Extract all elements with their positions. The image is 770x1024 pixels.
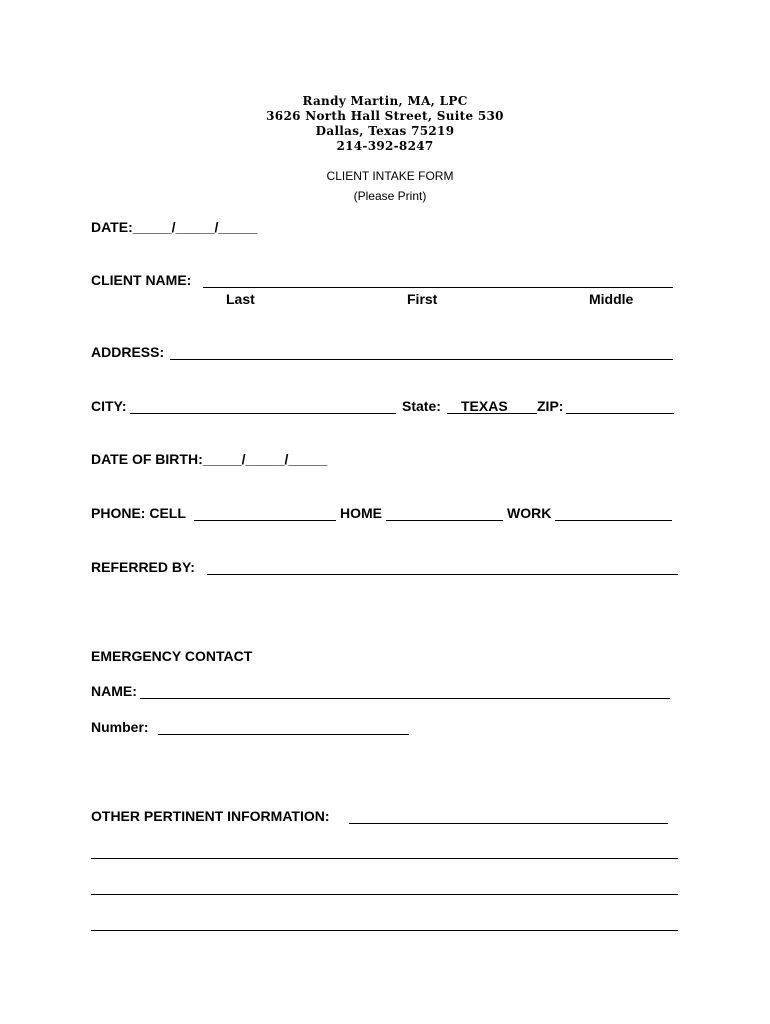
form-subtitle: (Please Print) (353, 189, 427, 203)
city-label: CITY: (91, 398, 127, 414)
other-info-line[interactable] (91, 894, 678, 895)
other-info-line[interactable] (91, 858, 678, 859)
phone-work-field[interactable] (555, 520, 672, 521)
name-part-middle: Middle (589, 291, 634, 307)
date-field[interactable]: DATE:_____/_____/_____ (91, 219, 258, 235)
emergency-number-label: Number: (91, 719, 149, 735)
state-value: TEXAS (461, 398, 508, 414)
emergency-name-field[interactable] (140, 698, 670, 699)
other-info-line[interactable] (91, 930, 678, 931)
client-name-label: CLIENT NAME: (91, 272, 192, 288)
emergency-heading: EMERGENCY CONTACT (91, 648, 253, 664)
name-part-first: First (407, 291, 438, 307)
letterhead-street: 3626 North Hall Street, Suite 530 (266, 109, 504, 123)
phone-work-label: WORK (507, 505, 552, 521)
phone-cell-field[interactable] (194, 520, 336, 521)
letterhead-phone: 214-392-8247 (336, 139, 434, 153)
phone-home-label: HOME (340, 505, 382, 521)
phone-home-field[interactable] (386, 520, 503, 521)
zip-field[interactable] (566, 413, 674, 414)
form-title: CLIENT INTAKE FORM (326, 169, 454, 183)
letterhead-name: Randy Martin, MA, LPC (302, 94, 468, 108)
emergency-number-field[interactable] (158, 734, 409, 735)
address-label: ADDRESS: (91, 344, 165, 360)
address-field[interactable] (170, 359, 673, 360)
city-field[interactable] (130, 413, 396, 414)
emergency-name-label: NAME: (91, 683, 137, 699)
phone-cell-label: PHONE: CELL (91, 505, 186, 521)
state-label: State: (402, 398, 441, 414)
other-info-field[interactable] (349, 823, 668, 824)
client-name-field[interactable] (203, 287, 673, 288)
referred-by-label: REFERRED BY: (91, 559, 195, 575)
referred-by-field[interactable] (207, 574, 678, 575)
zip-label: ZIP: (537, 398, 564, 414)
other-info-label: OTHER PERTINENT INFORMATION: (91, 808, 330, 824)
letterhead-city: Dallas, Texas 75219 (315, 124, 455, 138)
dob-field[interactable]: DATE OF BIRTH:_____/_____/_____ (91, 451, 328, 467)
name-part-last: Last (226, 291, 255, 307)
